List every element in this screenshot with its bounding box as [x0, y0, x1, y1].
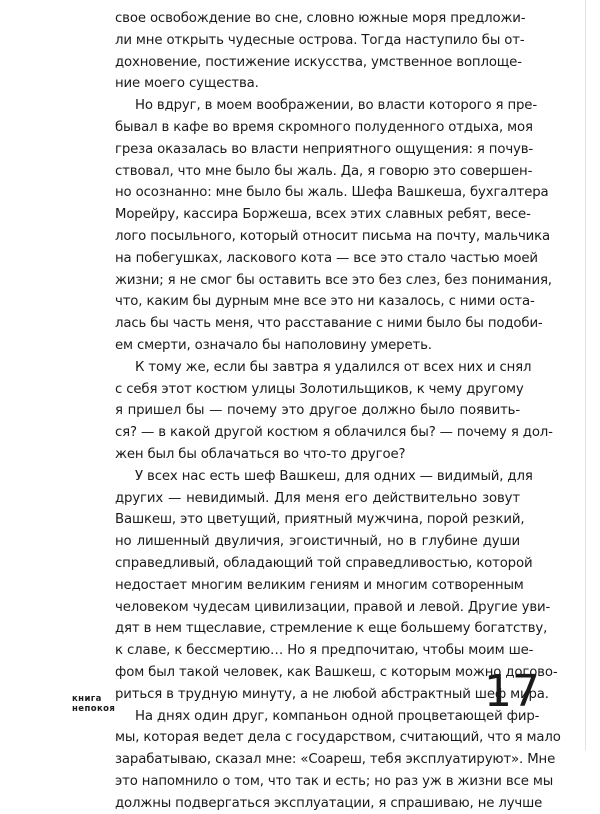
text-line: греза оказалась во власти неприятного ощущения: я почув- — [115, 141, 534, 157]
text-line: что, каким бы дурным мне все это ни казалось, с ними оста- — [115, 294, 535, 310]
text-line: должны подвергаться эксплуатации, я спрашиваю, не лучше — [115, 795, 543, 811]
page-number: 17 — [484, 666, 540, 717]
body-text — [115, 8, 561, 814]
text-line: лась бы часть меня, что расставание с ними было бы подоби- — [115, 316, 543, 332]
paragraph-start-line: На днях один друг, компаньон одной процветающей фир- — [135, 708, 540, 724]
text-line: мы, которая ведет дела с государством, считающий, что я мало — [115, 730, 561, 746]
text-line: ние моего существа. — [115, 76, 259, 92]
text-line: жен был бы облачаться во что-то другое? — [115, 446, 406, 462]
text-line: фом был такой человек, как Вашкеш, с которым можно догово- — [115, 664, 558, 680]
text-line: лого посыльного, который относит письма на почту, мальчика — [115, 228, 551, 244]
text-line: на побегушках, ласкового кота — все это стало частью моей — [115, 250, 538, 266]
paragraph-start-line: У всех нас есть шеф Вашкеш, для одних — видимый, для — [135, 468, 533, 484]
text-line: но осознанно: мне было бы жаль. Шефа Вашкеша, бухгалтера — [115, 185, 549, 201]
text-line: бывал в кафе во время скромного полуденного отдыха, моя — [115, 119, 533, 135]
text-line: Морейру, кассира Боржеша, всех этих славных ребят, весе- — [115, 207, 531, 223]
imprint-line: книга — [72, 694, 102, 704]
text-line: человеком чудесам цивилизации, правой и левой. Другие уви- — [115, 599, 551, 615]
text-line: я пришел бы — почему это другое должно было появить- — [115, 403, 520, 419]
text-line: жизни; я не смог бы оставить все это без слез, без понимания, — [115, 272, 552, 288]
text-line: недостает многим великим гениям и многим сотворенным — [115, 577, 524, 593]
imprint-line: непокоя — [72, 704, 116, 714]
text-line: других — невидимый. Для меня его действительно зовут — [115, 490, 520, 506]
text-line: но лишенный двуличия, эгоистичный, но в глубине души — [115, 534, 520, 550]
text-line: Вашкеш, это цветущий, приятный мужчина, порой резкий, — [115, 512, 525, 528]
paragraph-start-line: Но вдруг, в моем воображении, во власти которого я пре- — [135, 98, 537, 114]
book-title-imprint — [72, 694, 115, 714]
page-edge — [585, 0, 586, 750]
paragraph-start-line: К тому же, если бы завтра я удалился от всех них и снял — [135, 359, 532, 375]
text-line: ли мне открыть чудесные острова. Тогда наступило бы от- — [115, 32, 525, 48]
text-line: риться в трудную минуту, а не любой абстрактный шеф мира. — [115, 686, 549, 702]
text-line: с себя этот костюм улицы Золотильщиков, к чему другому — [115, 381, 524, 397]
text-line: дят в нем тщеславие, стремление к еще большему богатству, — [115, 621, 548, 637]
text-line: ствовал, что мне было бы жаль. Да, я говорю это совершен- — [115, 163, 533, 179]
text-line: справедливый, обладающий той справедливостью, которой — [115, 555, 533, 571]
text-line: к славе, к бессмертию… Но я предпочитаю, чтобы моим ше- — [115, 643, 534, 659]
text-line: свое освобождение во сне, словно южные моря предложи- — [115, 11, 526, 26]
text-line: ся? — в какой другой костюм я облачился бы? — почему я дол- — [115, 425, 553, 441]
text-line: дохновение, постижение искусства, умственное воплоще- — [115, 54, 522, 70]
text-line: ем смерти, означало бы наполовину умереть. — [115, 337, 432, 353]
text-line: это напомнило о том, что так и есть; но раз уж в жизни все мы — [115, 773, 554, 789]
text-line: зарабатываю, сказал мне: «Соареш, тебя эксплуатируют». Мне — [115, 752, 556, 768]
